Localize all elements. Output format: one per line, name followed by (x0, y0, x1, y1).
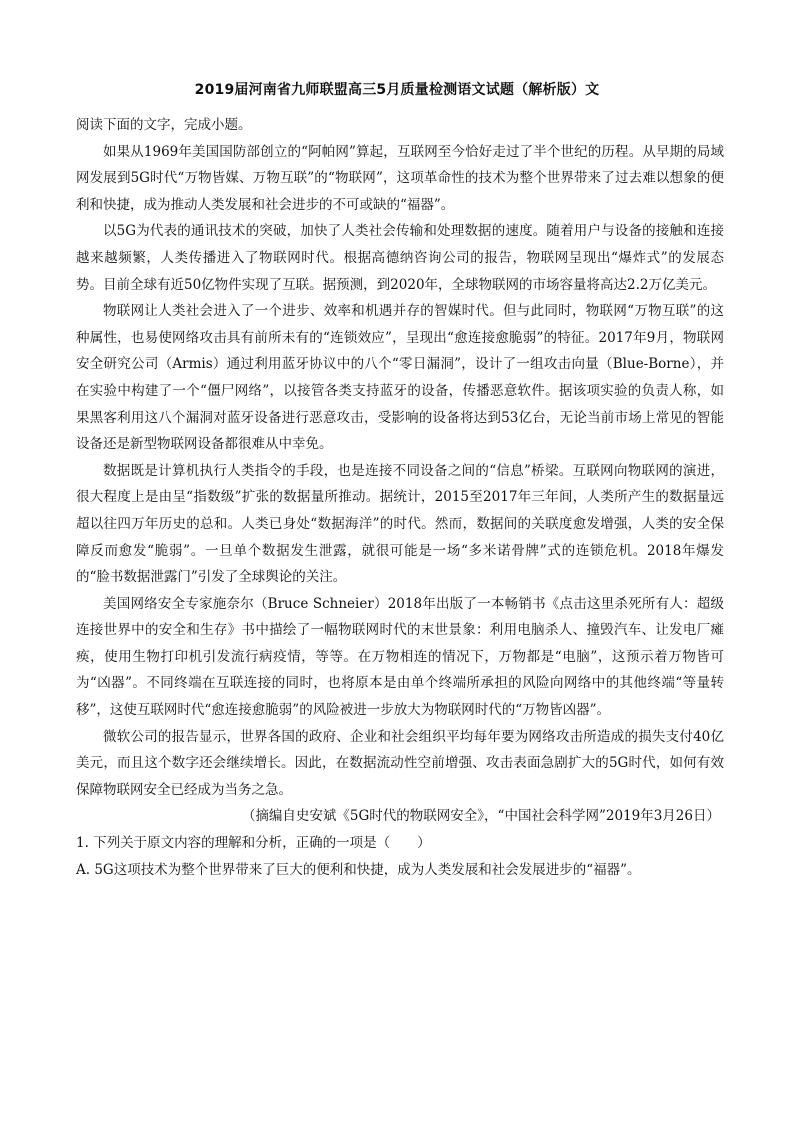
paragraph-4: 数据既是计算机执行人类指令的手段，也是连接不同设备之间的“信息”桥梁。互联网向物联网的演进，很大程度上是由呈“指数级”扩张的数据量所推动。据统计，2015至2017年三年间，人类所产生的数据量远超以往四万年历史的总和。人类已身处“数据海洋”的时代。然而，数据间的关联度愈发增强，人类的安全保障反而愈发“脆弱”。一旦单个数据发生泄露，就很可能是一场“多米诺骨牌”式的连锁危机。2018年爆发的“脸书数据泄露门”引发了全球舆论的关注。 (76, 462, 724, 586)
document-title: 2019届河南省九师联盟高三5月质量检测语文试题（解析版）文 (194, 82, 600, 98)
question-1: 1. 下列关于原文内容的理解和分析，正确的一项是（ ） (76, 835, 431, 852)
paragraph-1: 如果从1969年美国国防部创立的“阿帕网”算起，互联网至今恰好走过了半个世纪的历程。从早期的局域网发展到5G时代“万物皆媒、万物互联”的“物联网”，这项革命性的技术为整个世界带来了过去难以想象的便利和快捷，成为推动人类发展和社会进步的不可或缺的“福器”。 (76, 143, 724, 213)
paragraph-5: 美国网络安全专家施奈尔（Bruce Schneier）2018年出版了一本畅销书《点击这里杀死所有人：超级连接世界中的安全和生存》书中描绘了一幅物联网时代的末世景象：利用电脑杀人、撞毁汽车、让发电厂瘫痪，使用生物打印机引发流行病疫情，等等。在万物相连的情况下，万物都是“电脑”，这预示着万物皆可为“凶器”。不同终端在互联连接的同时，也将原本是由单个终端所承担的风险向网络中的其他终端“等量转移”，这使互联网时代“愈连接愈脆弱”的风险被进一步放大为物联网时代的“万物皆凶器”。 (76, 595, 724, 719)
document-body (76, 112, 724, 883)
paragraph-6: 微软公司的报告显示，世界各国的政府、企业和社会组织平均每年要为网络攻击所造成的损失支付40亿美元，而且这个数字还会继续增长。因此，在数据流动性空前增强、攻击表面急剧扩大的5G时代，如何有效保障物联网安全已经成为当务之急。 (76, 728, 724, 798)
question-1-option-a: A. 5G这项技术为整个世界带来了巨大的便利和快捷，成为人类发展和社会发展进步的“福器”。 (76, 861, 641, 878)
paragraph-2: 以5G为代表的通讯技术的突破，加快了人类社会传输和处理数据的速度。随着用户与设备的接触和连接越来越频繁，人类传播进入了物联网时代。根据高德纳咨询公司的报告，物联网呈现出“爆炸式”的发展态势。目前全球有近50亿物件实现了互联。据预测，到2020年，全球物联网的市场容量将高达2.2万亿美元。 (76, 223, 724, 293)
reading-instruction: 阅读下面的文字，完成小题。 (76, 117, 252, 133)
source-citation: （摘编自史安斌《5G时代的物联网安全》，“中国社会科学网”2019年3月26日） (241, 808, 720, 825)
paragraph-3: 物联网让人类社会进入了一个进步、效率和机遇并存的智媒时代。但与此同时，物联网“万物互联”的这种属性，也易使网络攻击具有前所未有的“连锁效应”，呈现出“愈连接愈脆弱”的特征。2017年9月，物联网安全研究公司（Armis）通过利用蓝牙协议中的八个“零日漏洞”，设计了一组攻击向量（Blue-Borne），并在实验中构建了一个“僵尸网络”，以接管各类支持蓝牙的设备，传播恶意软件。据该项实验的负责人称，如果黑客利用这八个漏洞对蓝牙设备进行恶意攻击，受影响的设备将达到53亿台，无论当前市场上常见的智能设备还是新型物联网设备都很难从中幸免。 (76, 303, 724, 453)
